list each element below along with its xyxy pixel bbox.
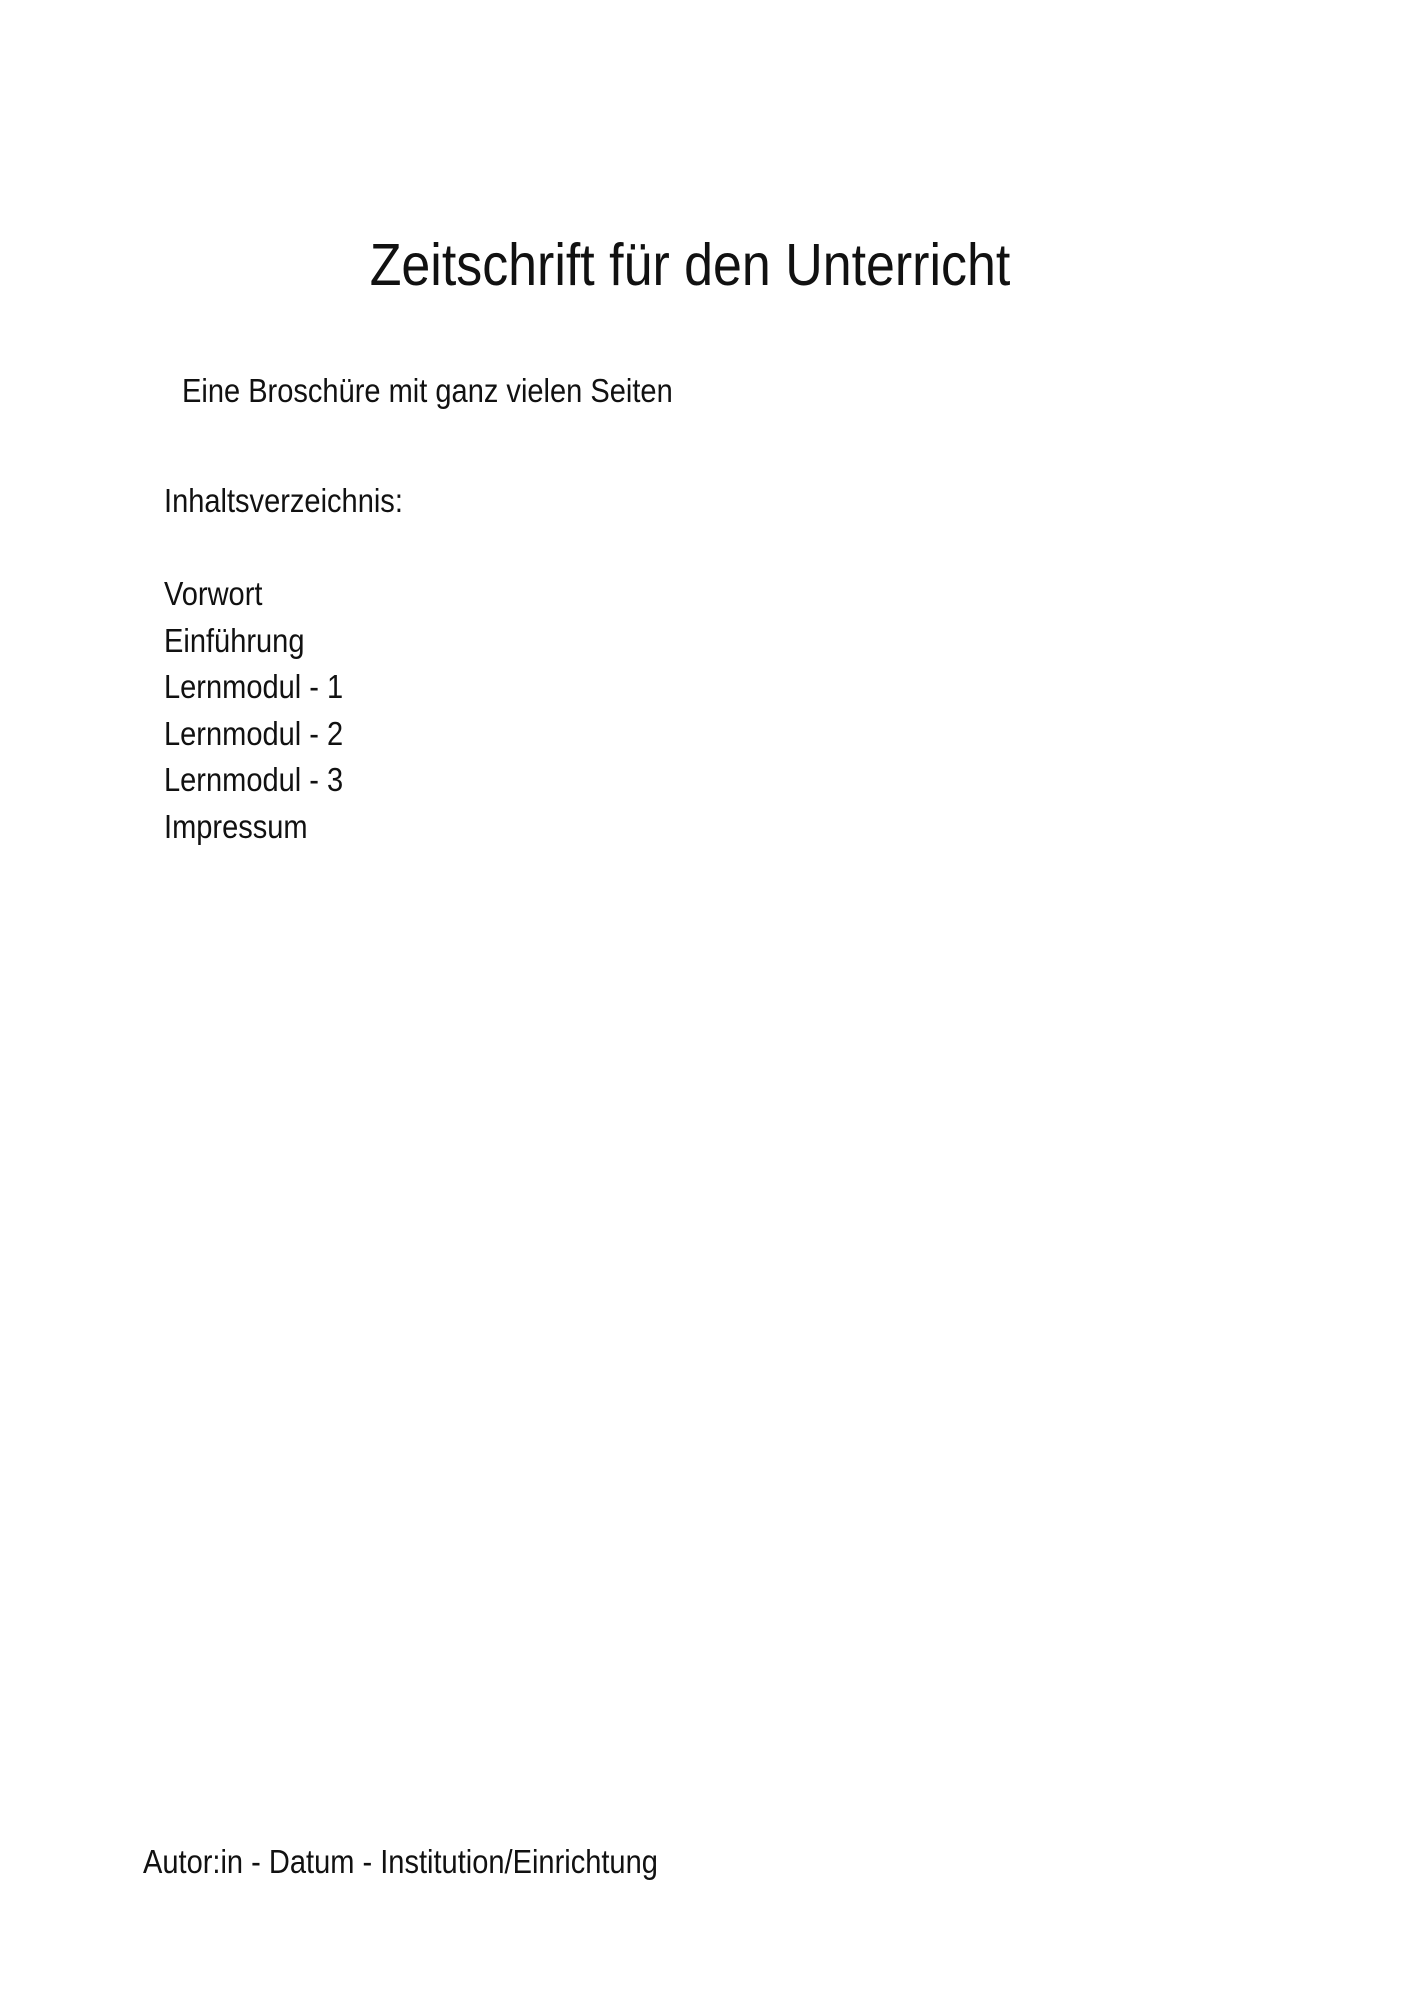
page-title bbox=[0, 229, 1397, 301]
toc-heading: Inhaltsverzeichnis: bbox=[164, 482, 403, 519]
toc-item-einfuehrung: Einführung bbox=[164, 621, 305, 659]
toc-item-lernmodul-2: Lernmodul - 2 bbox=[164, 714, 344, 752]
page-title-text: Zeitschrift für den Unterricht bbox=[369, 232, 1011, 298]
author-footer: Autor:in - Datum - Institution/Einrichtung bbox=[143, 1843, 658, 1880]
page-subtitle: Eine Broschüre mit ganz vielen Seiten bbox=[182, 372, 673, 409]
toc-item-lernmodul-3: Lernmodul - 3 bbox=[164, 761, 344, 798]
toc-list bbox=[164, 571, 368, 850]
toc-item-lernmodul-1: Lernmodul - 1 bbox=[164, 668, 344, 705]
toc-item-vorwort: Vorwort bbox=[164, 575, 263, 612]
toc-item-impressum: Impressum bbox=[164, 807, 308, 845]
